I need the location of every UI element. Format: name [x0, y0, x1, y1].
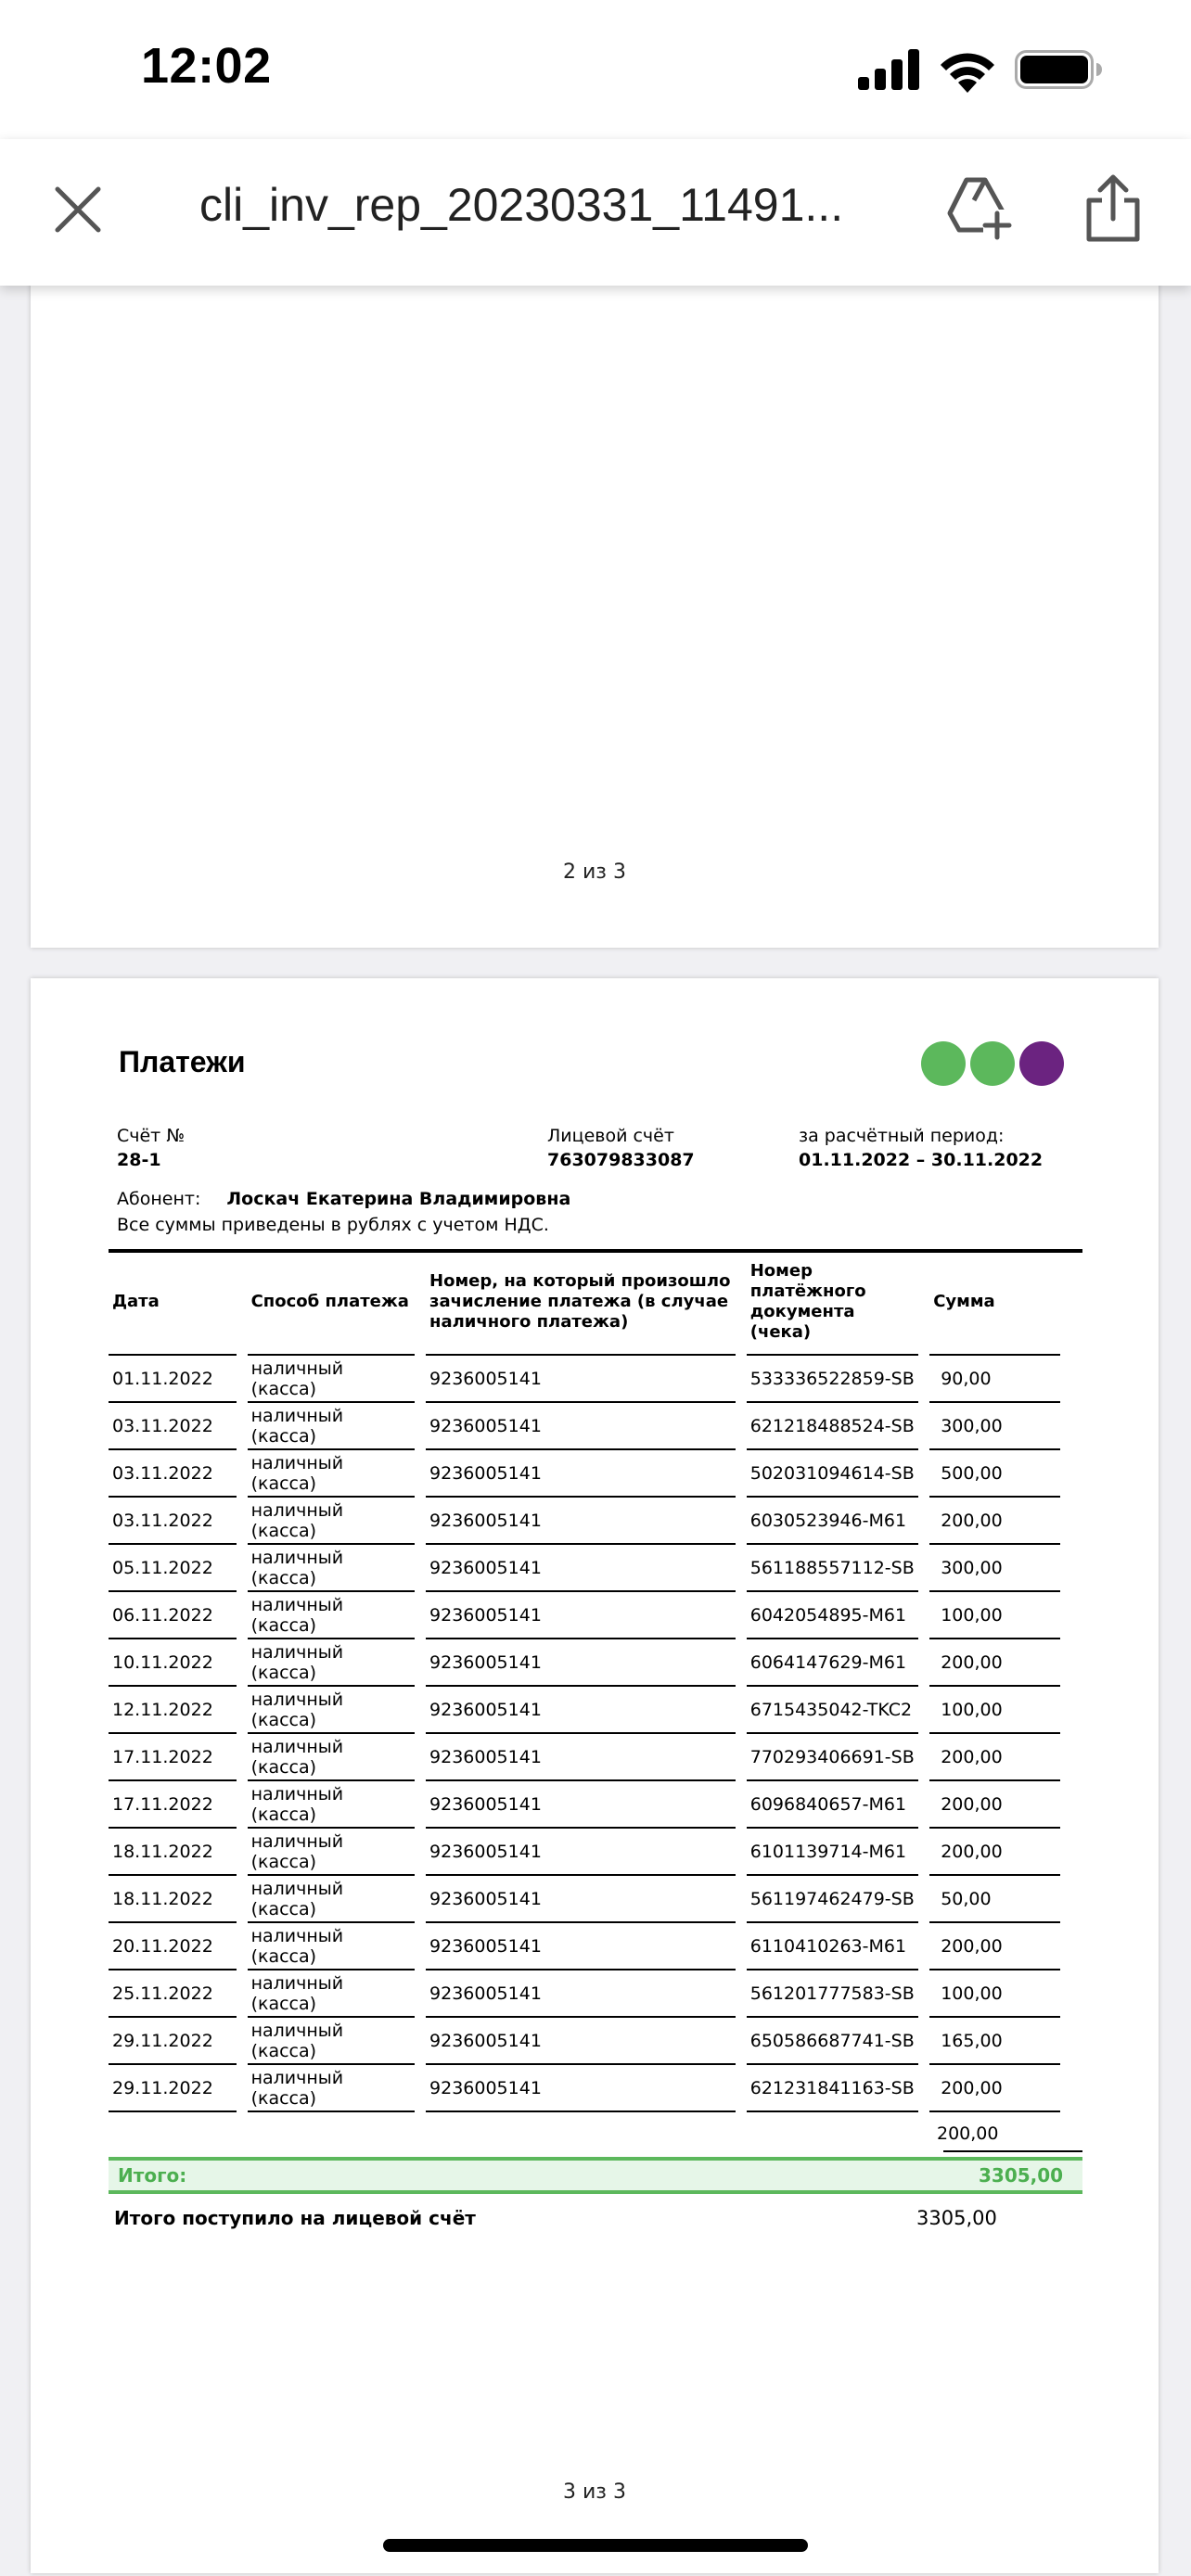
cell-method: наличный (касса): [248, 1876, 415, 1923]
subscriber-label: Абонент:: [117, 1189, 201, 1209]
cell-method: наличный (касса): [248, 1970, 415, 2018]
cell-sum: 200,00: [929, 2065, 1060, 2112]
cell-doc: 621218488524-SB: [747, 1403, 918, 1450]
cell-method: наличный (касса): [248, 1545, 415, 1592]
table-row: [109, 1923, 1060, 1970]
cellular-signal-icon: [858, 49, 921, 90]
cell-method: наличный (касса): [248, 1687, 415, 1734]
close-icon[interactable]: [52, 184, 104, 236]
cell-method: наличный (касса): [248, 1639, 415, 1687]
viewer-toolbar: [0, 139, 1191, 286]
account-value: 28-1: [117, 1150, 161, 1170]
cell-doc: 6715435042-TKC2: [747, 1687, 918, 1734]
cell-doc: 6042054895-M61: [747, 1592, 918, 1639]
cell-number: 9236005141: [426, 1734, 736, 1781]
cell-method: наличный (касса): [248, 1450, 415, 1498]
pdf-page-2: [31, 278, 1159, 948]
cell-method: наличный (касса): [248, 1781, 415, 1829]
cell-doc: 561188557112-SB: [747, 1545, 918, 1592]
account-block: [117, 1124, 185, 1172]
cell-number: 9236005141: [426, 1639, 736, 1687]
personal-account-label: Лицевой счёт: [547, 1126, 674, 1146]
cell-doc: 533336522859-SB: [747, 1356, 918, 1403]
cell-date: 17.11.2022: [109, 1734, 237, 1781]
cell-sum: 200,00: [929, 1781, 1060, 1829]
cell-date: 25.11.2022: [109, 1970, 237, 2018]
col-header-date: Дата: [109, 1250, 237, 1356]
cell-number: 9236005141: [426, 1970, 736, 2018]
col-header-sum: Сумма: [929, 1250, 1060, 1356]
cell-method: наличный (касса): [248, 2065, 415, 2112]
cell-date: 18.11.2022: [109, 1876, 237, 1923]
total-value: 3305,00: [979, 2164, 1064, 2187]
cell-date: 17.11.2022: [109, 1781, 237, 1829]
cell-number: 9236005141: [426, 2018, 736, 2065]
cell-number: 9236005141: [426, 1923, 736, 1970]
brand-logo-dot: [970, 1041, 1015, 1086]
cell-method: наличный (касса): [248, 1592, 415, 1639]
cell-date: 29.11.2022: [109, 2018, 237, 2065]
status-bar: [0, 0, 1191, 139]
col-header-method: Способ платежа: [248, 1250, 415, 1356]
cell-doc: 650586687741-SB: [747, 2018, 918, 2065]
personal-account-block: [547, 1124, 695, 1172]
cell-sum: 165,00: [929, 2018, 1060, 2065]
extra-sum: 200,00: [937, 2123, 999, 2144]
status-time: 12:02: [141, 38, 272, 94]
cell-date: 06.11.2022: [109, 1592, 237, 1639]
cell-doc: 621231841163-SB: [747, 2065, 918, 2112]
cell-date: 03.11.2022: [109, 1403, 237, 1450]
page-number: 2 из 3: [563, 861, 626, 884]
cell-doc: 770293406691-SB: [747, 1734, 918, 1781]
table-row: [109, 2018, 1060, 2065]
cell-number: 9236005141: [426, 1876, 736, 1923]
table-row: [109, 1356, 1060, 1403]
cell-number: 9236005141: [426, 1403, 736, 1450]
page-number: 3 из 3: [563, 2480, 626, 2504]
cell-sum: 50,00: [929, 1876, 1060, 1923]
personal-account-value: 763079833087: [547, 1150, 695, 1170]
brand-logo-dot: [921, 1041, 966, 1086]
cell-doc: 6064147629-M61: [747, 1639, 918, 1687]
cell-number: 9236005141: [426, 1545, 736, 1592]
table-row: [109, 1970, 1060, 2018]
cell-sum: 200,00: [929, 1734, 1060, 1781]
cell-date: 10.11.2022: [109, 1639, 237, 1687]
col-header-number: Номер, на который произошло зачисление платежа (в случае наличного платежа): [426, 1250, 736, 1356]
cell-number: 9236005141: [426, 1829, 736, 1876]
cell-doc: 6030523946-M61: [747, 1498, 918, 1545]
payments-table: [97, 1250, 1071, 2112]
cell-doc: 561201777583-SB: [747, 1970, 918, 2018]
wifi-icon: [937, 46, 998, 93]
cell-doc: 6110410263-M61: [747, 1923, 918, 1970]
table-row: [109, 1687, 1060, 1734]
table-row: [109, 1450, 1060, 1498]
cell-sum: 200,00: [929, 1498, 1060, 1545]
cell-sum: 300,00: [929, 1545, 1060, 1592]
total-row: [109, 2157, 1082, 2194]
cell-number: 9236005141: [426, 1356, 736, 1403]
table-header-row: [109, 1250, 1060, 1356]
cell-number: 9236005141: [426, 2065, 736, 2112]
subscriber-block: [117, 1187, 570, 1211]
cell-number: 9236005141: [426, 1687, 736, 1734]
cell-date: 03.11.2022: [109, 1450, 237, 1498]
cell-sum: 100,00: [929, 1592, 1060, 1639]
cell-date: 29.11.2022: [109, 2065, 237, 2112]
subscriber-value: Лоскач Екатерина Владимировна: [226, 1189, 571, 1209]
cell-sum: 500,00: [929, 1450, 1060, 1498]
account-label: Счёт №: [117, 1126, 186, 1146]
cell-number: 9236005141: [426, 1450, 736, 1498]
credited-label: Итого поступило на лицевой счёт: [114, 2207, 476, 2229]
document-title: cli_inv_rep_20230331_11491...: [199, 179, 844, 231]
cell-number: 9236005141: [426, 1498, 736, 1545]
cell-sum: 100,00: [929, 1687, 1060, 1734]
table-row: [109, 1781, 1060, 1829]
table-row: [109, 1545, 1060, 1592]
share-icon[interactable]: [1083, 174, 1143, 243]
cell-doc: 6096840657-M61: [747, 1781, 918, 1829]
cell-method: наличный (касса): [248, 1829, 415, 1876]
table-row: [109, 1403, 1060, 1450]
cell-method: наличный (касса): [248, 1734, 415, 1781]
period-block: [799, 1124, 1043, 1172]
cell-method: наличный (касса): [248, 1356, 415, 1403]
table-row: [109, 1829, 1060, 1876]
credited-value: 3305,00: [916, 2207, 997, 2229]
home-indicator[interactable]: [383, 2539, 808, 2552]
cell-sum: 200,00: [929, 1829, 1060, 1876]
cell-sum: 200,00: [929, 1923, 1060, 1970]
total-label: Итого:: [118, 2164, 187, 2187]
cell-sum: 300,00: [929, 1403, 1060, 1450]
cell-method: наличный (касса): [248, 1498, 415, 1545]
vat-note: Все суммы приведены в рублях с учетом НДС.: [117, 1215, 549, 1235]
cell-number: 9236005141: [426, 1781, 736, 1829]
cell-sum: 100,00: [929, 1970, 1060, 2018]
page-title: Платежи: [119, 1045, 246, 1078]
pdf-page-3: [31, 978, 1159, 2573]
cell-sum: 200,00: [929, 1639, 1060, 1687]
period-value: 01.11.2022 – 30.11.2022: [799, 1150, 1044, 1170]
cell-date: 12.11.2022: [109, 1687, 237, 1734]
battery-icon: [1015, 50, 1102, 89]
table-row: [109, 1876, 1060, 1923]
cell-method: наличный (касса): [248, 1923, 415, 1970]
cell-method: наличный (касса): [248, 2018, 415, 2065]
cell-date: 05.11.2022: [109, 1545, 237, 1592]
table-row: [109, 1592, 1060, 1639]
col-header-doc: Номер платёжного документа (чека): [747, 1250, 918, 1356]
extra-sum-rule: [943, 2150, 1082, 2152]
cell-number: 9236005141: [426, 1592, 736, 1639]
period-label: за расчётный период:: [799, 1126, 1005, 1146]
cell-doc: 6101139714-M61: [747, 1829, 918, 1876]
cell-date: 03.11.2022: [109, 1498, 237, 1545]
cell-date: 20.11.2022: [109, 1923, 237, 1970]
cell-date: 18.11.2022: [109, 1829, 237, 1876]
table-row: [109, 2065, 1060, 2112]
cell-date: 01.11.2022: [109, 1356, 237, 1403]
cell-sum: 90,00: [929, 1356, 1060, 1403]
cell-method: наличный (касса): [248, 1403, 415, 1450]
table-row: [109, 1639, 1060, 1687]
table-row: [109, 1498, 1060, 1545]
cell-doc: 561197462479-SB: [747, 1876, 918, 1923]
brand-logo-dot: [1019, 1041, 1064, 1086]
cell-doc: 502031094614-SB: [747, 1450, 918, 1498]
table-row: [109, 1734, 1060, 1781]
add-to-drive-icon[interactable]: [946, 176, 1013, 241]
